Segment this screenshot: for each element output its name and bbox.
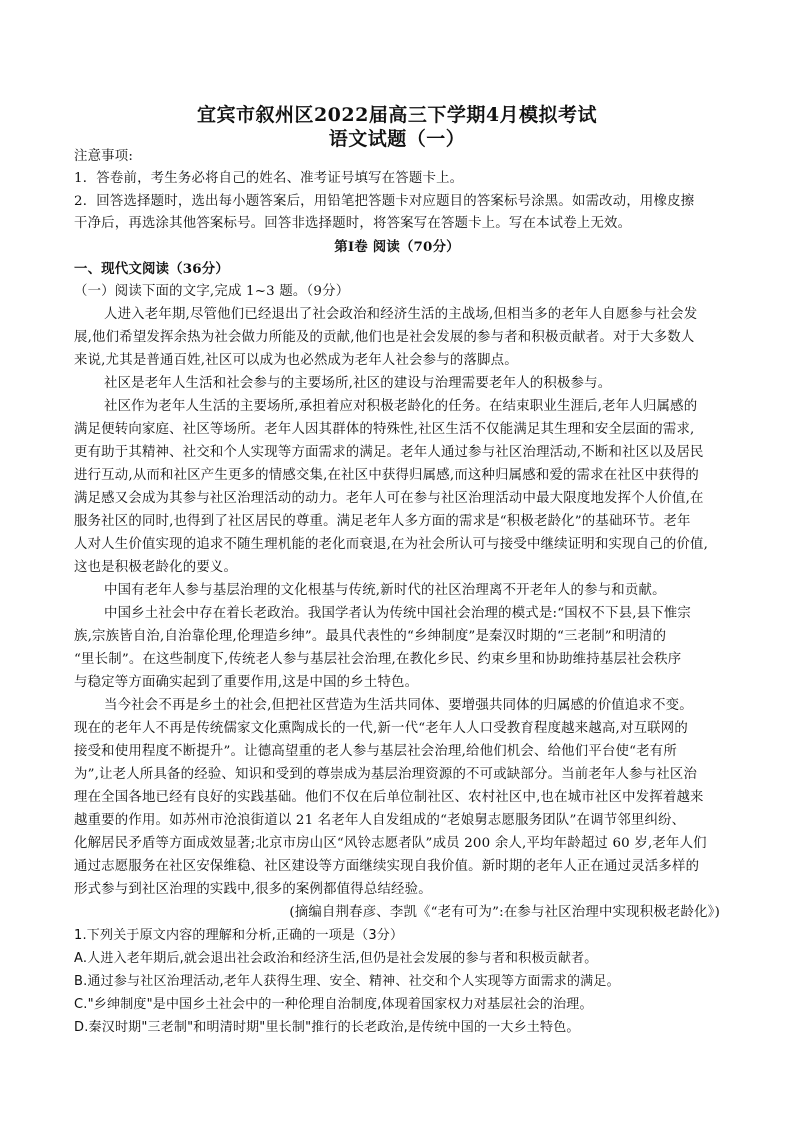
option-d: D.秦汉时期"三老制"和明清时期"里长制"推行的长老政治,是传统中国的一大乡土特色。 xyxy=(74,1020,580,1035)
passage-line: 现在的老年人不再是传统儒家文化熏陶成长的一代,新一代“老年人人口受教育程度越来越高,对互联网的 xyxy=(74,721,688,736)
passage-line: 形式参与到社区治理的实践中,很多的案例都值得总结经验。 xyxy=(74,882,432,897)
passage-line: 进行互动,从而和社区产生更多的情感交集,在社区中获得归属感,而这种归属感和爱的需求在社区中获得的 xyxy=(74,468,699,483)
passage-line: 接受和使用程度不断提升”。让德高望重的老人参与基层社会治理,给他们机会、给他们平台使“老有所 xyxy=(74,744,677,759)
question-stem: 1.下列关于原文内容的理解和分析,正确的一项是（3分） xyxy=(74,928,404,943)
option-b: B.通过参与社区治理活动,老年人获得生理、安全、精神、社交和个人实现等方面需求的满足。 xyxy=(74,974,620,989)
passage-line: 越重要的作用。如苏州市沧浪街道以 21 名老年人自发组成的“老娘舅志愿服务团队”在调节邻里纠纷、 xyxy=(74,813,686,828)
part-title: 第Ⅰ卷 阅读（70分） xyxy=(334,239,460,255)
passage-line: 中国乡土社会中存在着长老政治。我国学者认为传统中国社会治理的模式是:“国权不下县,县下惟宗 xyxy=(104,606,692,621)
passage-line: 展,他们希望发挥余热为社会做力所能及的贡献,他们也是社会发展的参与者和积极贡献者。对于大多数人 xyxy=(74,330,695,345)
option-c: C."乡绅制度"是中国乡土社会中的一种伦理自治制度,体现着国家权力对基层社会的治理。 xyxy=(74,997,593,1012)
sub-section-heading: （一）阅读下面的文字,完成 1~3 题。（9分） xyxy=(74,284,350,299)
passage-line: “里长制”。在这些制度下,传统老人参与基层社会治理,在教化乡民、约束乡里和协助维持基层社会秩序 xyxy=(74,652,682,667)
passage-line: 来说,尤其是普通百姓,社区可以成为也必然成为老年人社会参与的落脚点。 xyxy=(74,353,518,368)
passage-line: 社区作为老年人生活的主要场所,承担着应对积极老龄化的任务。在结束职业生涯后,老年人归属感的 xyxy=(104,399,698,414)
passage-line: 满足感又会成为其参与社区治理活动的动力。老年人可在参与社区治理活动中最大限度地发挥个人价值,在 xyxy=(74,491,704,506)
passage-line: 当今社会不再是乡土的社会,但把社区营造为生活共同体、要增强共同体的归属感的价值追求不变。 xyxy=(104,698,693,713)
notice-heading: 注意事项: xyxy=(74,149,134,164)
section-heading: 一、现代文阅读（36分） xyxy=(74,261,229,277)
passage-line: 通过志愿服务在社区安保维稳、社区建设等方面继续实现自我价值。新时期的老年人正在通过灵活多样的 xyxy=(74,859,700,874)
notice-item-2b: 干净后，再选涂其他答案标号。回答非选择题时，将答案写在答题卡上。写在本试卷上无效。 xyxy=(74,216,632,231)
exam-title: 宜宾市叙州区2022届高三下学期4月模拟考试 xyxy=(196,104,598,126)
passage-line: 中国有老年人参与基层治理的文化根基与传统,新时代的社区治理离不开老年人的参与和贡献。 xyxy=(104,583,666,598)
passage-line: 为”,让老人所具备的经验、知识和受到的尊崇成为基层治理资源的不可或缺部分。当前老年人参与社区治 xyxy=(74,767,698,782)
exam-subtitle: 语文试题（一） xyxy=(328,128,466,150)
passage-line: 理在全国各地已经有良好的实践基础。他们不仅在后单位制社区、农村社区中,也在城市社区中发挥着越来 xyxy=(74,790,704,805)
notice-item-1: 1．答卷前，考生务必将自己的姓名、准考证号填写在答题卡上。 xyxy=(74,171,464,186)
option-a: A.人进入老年期后,就会退出社会政治和经济生活,但仍是社会发展的参与者和积极贡献者。 xyxy=(74,951,598,966)
passage-line: 更有助于其精神、社交和个人实现等方面需求的满足。老年人通过参与社区治理活动,不断和社区以及居民 xyxy=(74,445,704,460)
passage-line: 这也是积极老龄化的要义。 xyxy=(74,560,238,575)
passage-line: 满足便转向家庭、社区等场所。老年人因其群体的特殊性,社区生活不仅能满足其生理和安全层面的需求, xyxy=(74,422,695,437)
passage-line: 社区是老年人生活和社会参与的主要场所,社区的建设与治理需要老年人的积极参与。 xyxy=(104,376,612,391)
source-citation: (摘编自荆春彦、李凯《“老有可为”:在参与社区治理中实现积极老龄化》) xyxy=(289,905,720,920)
passage-line: 族,宗族皆自治,自治靠伦理,伦理造乡绅”。最具代表性的“乡绅制度”是秦汉时期的“三老制”和明清的 xyxy=(74,629,667,644)
notice-item-2a: 2．回答选择题时，选出每小题答案后，用铅笔把答题卡对应题目的答案标号涂黑。如需改动，用橡皮擦 xyxy=(74,194,695,209)
passage-line: 与稳定等方面确实起到了重要作用,这是中国的乡土特色。 xyxy=(74,675,419,690)
passage-line: 人进入老年期,尽管他们已经退出了社会政治和经济生活的主战场,但相当多的老年人自愿参与社会发 xyxy=(104,307,698,322)
passage-line: 人对人生价值实现的追求不随生理机能的老化而衰退,在为社会所认可与接受中继续证明和实现自己的价值, xyxy=(74,537,709,552)
passage-line: 服务社区的同时,也得到了社区居民的尊重。满足老年人多方面的需求是“积极老龄化”的基础环节。老年 xyxy=(74,514,691,529)
passage-line: 化解居民矛盾等方面成效显著;北京市房山区“风铃志愿者队”成员 200 余人,平均年龄超过 60 岁,老年人们 xyxy=(74,836,707,851)
